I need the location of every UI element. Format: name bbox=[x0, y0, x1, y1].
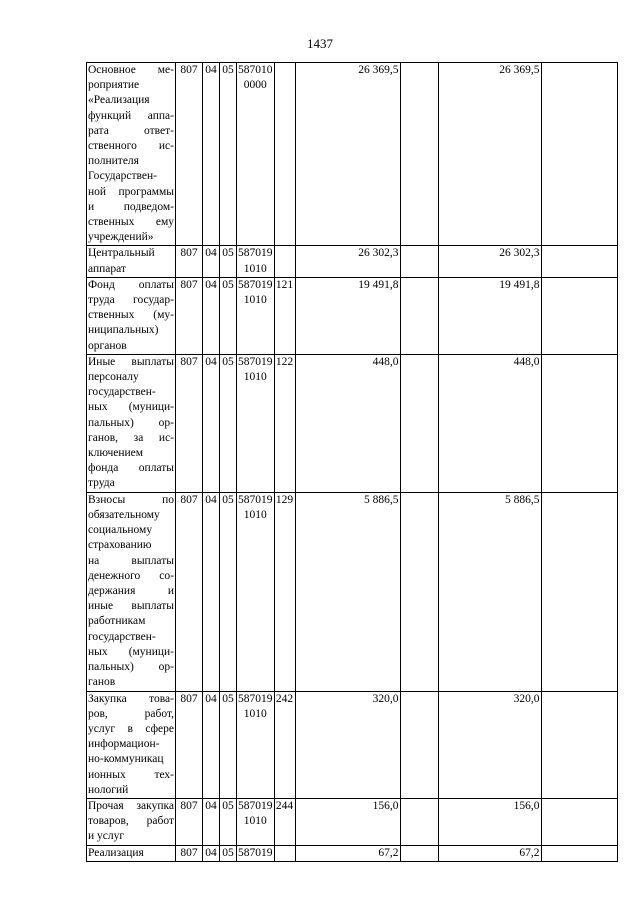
amount-cell bbox=[400, 246, 438, 277]
row-name-line: Взносы по bbox=[88, 493, 174, 506]
row-name-line: услуг в сфере bbox=[88, 722, 174, 735]
grbs-code-cell-text: 807 bbox=[180, 692, 198, 705]
subsection-code-cell bbox=[220, 246, 237, 277]
expense-type-cell-text: 121 bbox=[275, 278, 294, 291]
subsection-code-cell-text: 05 bbox=[222, 278, 234, 291]
row-name-line: ганов bbox=[88, 676, 116, 689]
amount-cell-text: 320,0 bbox=[372, 692, 399, 705]
amount-cell-text: 26 302,3 bbox=[499, 247, 540, 260]
expense-type-cell bbox=[274, 492, 295, 691]
row-name-line: ниципальных) bbox=[88, 324, 159, 337]
target-article-cell bbox=[237, 354, 275, 492]
grbs-code-cell bbox=[176, 798, 203, 845]
row-name-line: роприятие bbox=[88, 79, 140, 92]
budget-table bbox=[86, 62, 618, 862]
amount-cell bbox=[541, 691, 617, 798]
row-name-line: пальных) ор- bbox=[88, 661, 174, 674]
row-name-line: учреждений» bbox=[88, 231, 154, 244]
row-name-line: денежного со- bbox=[88, 569, 174, 582]
section-code-cell-text: 04 bbox=[205, 692, 217, 705]
grbs-code-cell bbox=[176, 63, 203, 246]
row-name-line: держания и bbox=[88, 585, 174, 598]
subsection-code-cell-text: 05 bbox=[222, 846, 234, 859]
grbs-code-cell bbox=[176, 354, 203, 492]
target-article-cell-text: 587019 1010 bbox=[238, 493, 273, 522]
target-article-cell bbox=[237, 492, 275, 691]
amount-cell-text: 5 886,5 bbox=[364, 493, 399, 506]
row-name-line: на выплаты bbox=[88, 554, 174, 567]
amount-cell bbox=[438, 246, 541, 277]
amount-cell-text: 156,0 bbox=[513, 799, 540, 812]
row-name-line: Основное ме- bbox=[88, 64, 174, 76]
grbs-code-cell bbox=[176, 277, 203, 354]
expense-type-cell bbox=[274, 63, 295, 246]
section-code-cell bbox=[203, 691, 220, 798]
row-name-line: персоналу bbox=[88, 371, 139, 384]
amount-cell bbox=[400, 691, 438, 798]
row-name-line: Прочая закупка bbox=[88, 799, 174, 812]
row-name-line: но-коммуникац bbox=[88, 753, 164, 766]
amount-cell-text: 5 886,5 bbox=[505, 493, 540, 506]
section-code-cell bbox=[203, 354, 220, 492]
amount-cell bbox=[295, 277, 400, 354]
row-name-line: органов bbox=[88, 339, 127, 352]
row-name-line: Центральный bbox=[88, 247, 155, 260]
row-name-line: Фонд оплаты bbox=[88, 278, 174, 291]
section-code-cell-text: 04 bbox=[205, 278, 217, 291]
row-name-cell bbox=[87, 63, 176, 246]
amount-cell-text: 448,0 bbox=[513, 355, 540, 368]
row-name-line: и услуг bbox=[88, 830, 125, 843]
section-code-cell-text: 04 bbox=[205, 493, 217, 506]
row-name-line: ственных (му- bbox=[88, 309, 174, 322]
row-name-line: ственных ему bbox=[88, 216, 174, 229]
amount-cell bbox=[438, 845, 541, 861]
target-article-cell-text: 587019 1010 bbox=[238, 355, 273, 384]
table-row bbox=[87, 246, 618, 277]
row-name-line: Закупка това- bbox=[88, 692, 174, 705]
subsection-code-cell-text: 05 bbox=[222, 692, 234, 705]
grbs-code-cell-text: 807 bbox=[180, 64, 198, 76]
section-code-cell-text: 04 bbox=[205, 799, 217, 812]
amount-cell bbox=[400, 277, 438, 354]
section-code-cell-text: 04 bbox=[205, 846, 217, 859]
amount-cell bbox=[541, 492, 617, 691]
amount-cell bbox=[295, 354, 400, 492]
amount-cell-text: 67,2 bbox=[378, 846, 399, 859]
subsection-code-cell bbox=[220, 492, 237, 691]
section-code-cell bbox=[203, 277, 220, 354]
amount-cell bbox=[541, 354, 617, 492]
row-name-line: труда bbox=[88, 477, 115, 490]
target-article-cell-text: 587010 0000 bbox=[238, 64, 273, 92]
row-name-cell bbox=[87, 354, 176, 492]
row-name-line: Государствен- bbox=[88, 170, 157, 183]
row-name-line: иные выплаты bbox=[88, 600, 174, 613]
amount-cell bbox=[438, 354, 541, 492]
subsection-code-cell-text: 05 bbox=[222, 355, 234, 368]
grbs-code-cell-text: 807 bbox=[180, 493, 198, 506]
target-article-cell bbox=[237, 246, 275, 277]
row-name-line: информацион- bbox=[88, 738, 160, 751]
row-name-line: «Реализация bbox=[88, 94, 150, 107]
row-name-line: ров, работ, bbox=[88, 707, 174, 720]
expense-type-cell-text: 122 bbox=[275, 355, 294, 368]
row-name-line: рата ответ- bbox=[88, 124, 174, 137]
row-name-line: ключением bbox=[88, 447, 144, 460]
row-name-cell bbox=[87, 492, 176, 691]
subsection-code-cell bbox=[220, 845, 237, 861]
grbs-code-cell-text: 807 bbox=[180, 846, 198, 859]
grbs-code-cell bbox=[176, 246, 203, 277]
row-name-line: и подведом- bbox=[88, 200, 174, 213]
section-code-cell bbox=[203, 798, 220, 845]
row-name-line: ганов, за ис- bbox=[88, 431, 174, 444]
grbs-code-cell bbox=[176, 492, 203, 691]
grbs-code-cell-text: 807 bbox=[180, 247, 198, 260]
target-article-cell-text: 587019 1010 bbox=[238, 278, 273, 307]
row-name-line: труда государ- bbox=[88, 294, 174, 307]
amount-cell-text: 448,0 bbox=[372, 355, 399, 368]
amount-cell bbox=[438, 691, 541, 798]
row-name-line: функций аппа- bbox=[88, 109, 174, 122]
subsection-code-cell-text: 05 bbox=[222, 493, 234, 506]
row-name-line: ионных тех- bbox=[88, 768, 174, 781]
subsection-code-cell-text: 05 bbox=[222, 247, 234, 260]
subsection-code-cell bbox=[220, 63, 237, 246]
table-row bbox=[87, 845, 618, 861]
target-article-cell bbox=[237, 691, 275, 798]
amount-cell bbox=[400, 845, 438, 861]
subsection-code-cell-text: 05 bbox=[222, 64, 234, 76]
amount-cell bbox=[438, 798, 541, 845]
row-name-line: государствен- bbox=[88, 386, 156, 399]
row-name-cell bbox=[87, 277, 176, 354]
amount-cell bbox=[541, 63, 617, 246]
target-article-cell bbox=[237, 798, 275, 845]
amount-cell-text: 19 491,8 bbox=[499, 278, 540, 291]
table-row bbox=[87, 492, 618, 691]
amount-cell-text: 26 369,5 bbox=[499, 64, 540, 76]
expense-type-cell bbox=[274, 798, 295, 845]
table-row bbox=[87, 691, 618, 798]
expense-type-cell-text: 244 bbox=[275, 799, 294, 812]
expense-type-cell bbox=[274, 246, 295, 277]
subsection-code-cell bbox=[220, 798, 237, 845]
amount-cell bbox=[541, 845, 617, 861]
expense-type-cell-text: 242 bbox=[275, 692, 294, 705]
subsection-code-cell bbox=[220, 277, 237, 354]
row-name-line: страхованию bbox=[88, 539, 152, 552]
row-name-line: ственного ис- bbox=[88, 140, 174, 153]
row-name-cell bbox=[87, 845, 176, 861]
row-name-line: Иные выплаты bbox=[88, 355, 174, 368]
row-name-line: Реализация bbox=[88, 846, 144, 859]
row-name-line: обязательному bbox=[88, 509, 160, 522]
grbs-code-cell-text: 807 bbox=[180, 799, 198, 812]
expense-type-cell bbox=[274, 354, 295, 492]
section-code-cell bbox=[203, 246, 220, 277]
amount-cell bbox=[295, 691, 400, 798]
amount-cell bbox=[438, 277, 541, 354]
subsection-code-cell-text: 05 bbox=[222, 799, 234, 812]
row-name-line: ных (муници- bbox=[88, 645, 174, 658]
amount-cell bbox=[400, 63, 438, 246]
section-code-cell-text: 04 bbox=[205, 247, 217, 260]
target-article-cell bbox=[237, 277, 275, 354]
amount-cell bbox=[295, 845, 400, 861]
expense-type-cell bbox=[274, 691, 295, 798]
amount-cell bbox=[438, 63, 541, 246]
table-row bbox=[87, 798, 618, 845]
row-name-line: работникам bbox=[88, 615, 146, 628]
table-body bbox=[87, 63, 618, 862]
amount-cell bbox=[295, 492, 400, 691]
row-name-line: ной программы bbox=[88, 185, 174, 198]
row-name-line: ных (муници- bbox=[88, 401, 174, 414]
section-code-cell-text: 04 bbox=[205, 64, 217, 76]
amount-cell-text: 26 369,5 bbox=[358, 64, 399, 76]
row-name-cell bbox=[87, 691, 176, 798]
amount-cell-text: 19 491,8 bbox=[358, 278, 399, 291]
row-name-cell bbox=[87, 246, 176, 277]
expense-type-cell bbox=[274, 277, 295, 354]
amount-cell-text: 156,0 bbox=[372, 799, 399, 812]
row-name-line: фонда оплаты bbox=[88, 462, 174, 475]
target-article-cell-text: 587019 1010 bbox=[238, 247, 273, 275]
row-name-line: полнителя bbox=[88, 155, 139, 168]
amount-cell bbox=[400, 354, 438, 492]
amount-cell-text: 320,0 bbox=[513, 692, 540, 705]
target-article-cell-text: 587019 1010 bbox=[238, 799, 273, 828]
target-article-cell-text: 587019 bbox=[238, 846, 273, 859]
amount-cell-text: 26 302,3 bbox=[358, 247, 399, 260]
amount-cell bbox=[438, 492, 541, 691]
section-code-cell-text: 04 bbox=[205, 355, 217, 368]
section-code-cell bbox=[203, 63, 220, 246]
row-name-line: нологий bbox=[88, 783, 129, 796]
grbs-code-cell bbox=[176, 691, 203, 798]
table-row bbox=[87, 354, 618, 492]
row-name-line: пальных) ор- bbox=[88, 416, 174, 429]
amount-cell bbox=[541, 277, 617, 354]
subsection-code-cell bbox=[220, 691, 237, 798]
section-code-cell bbox=[203, 492, 220, 691]
amount-cell bbox=[295, 798, 400, 845]
row-name-line: государствен- bbox=[88, 630, 156, 643]
row-name-line: аппарат bbox=[88, 262, 126, 275]
amount-cell-text: 67,2 bbox=[519, 846, 540, 859]
row-name-line: товаров, работ bbox=[88, 815, 174, 828]
amount-cell bbox=[295, 63, 400, 246]
amount-cell bbox=[400, 798, 438, 845]
grbs-code-cell bbox=[176, 845, 203, 861]
grbs-code-cell-text: 807 bbox=[180, 278, 198, 291]
section-code-cell bbox=[203, 845, 220, 861]
table-row bbox=[87, 63, 618, 246]
page-number: 1437 bbox=[307, 36, 333, 51]
amount-cell bbox=[295, 246, 400, 277]
subsection-code-cell bbox=[220, 354, 237, 492]
table-row bbox=[87, 277, 618, 354]
amount-cell bbox=[541, 246, 617, 277]
row-name-cell bbox=[87, 798, 176, 845]
target-article-cell bbox=[237, 845, 275, 861]
row-name-line: социальному bbox=[88, 524, 153, 537]
expense-type-cell-text: 129 bbox=[275, 493, 294, 506]
grbs-code-cell-text: 807 bbox=[180, 355, 198, 368]
amount-cell bbox=[400, 492, 438, 691]
expense-type-cell bbox=[274, 845, 295, 861]
target-article-cell-text: 587019 1010 bbox=[238, 692, 273, 720]
target-article-cell bbox=[237, 63, 275, 246]
amount-cell bbox=[541, 798, 617, 845]
